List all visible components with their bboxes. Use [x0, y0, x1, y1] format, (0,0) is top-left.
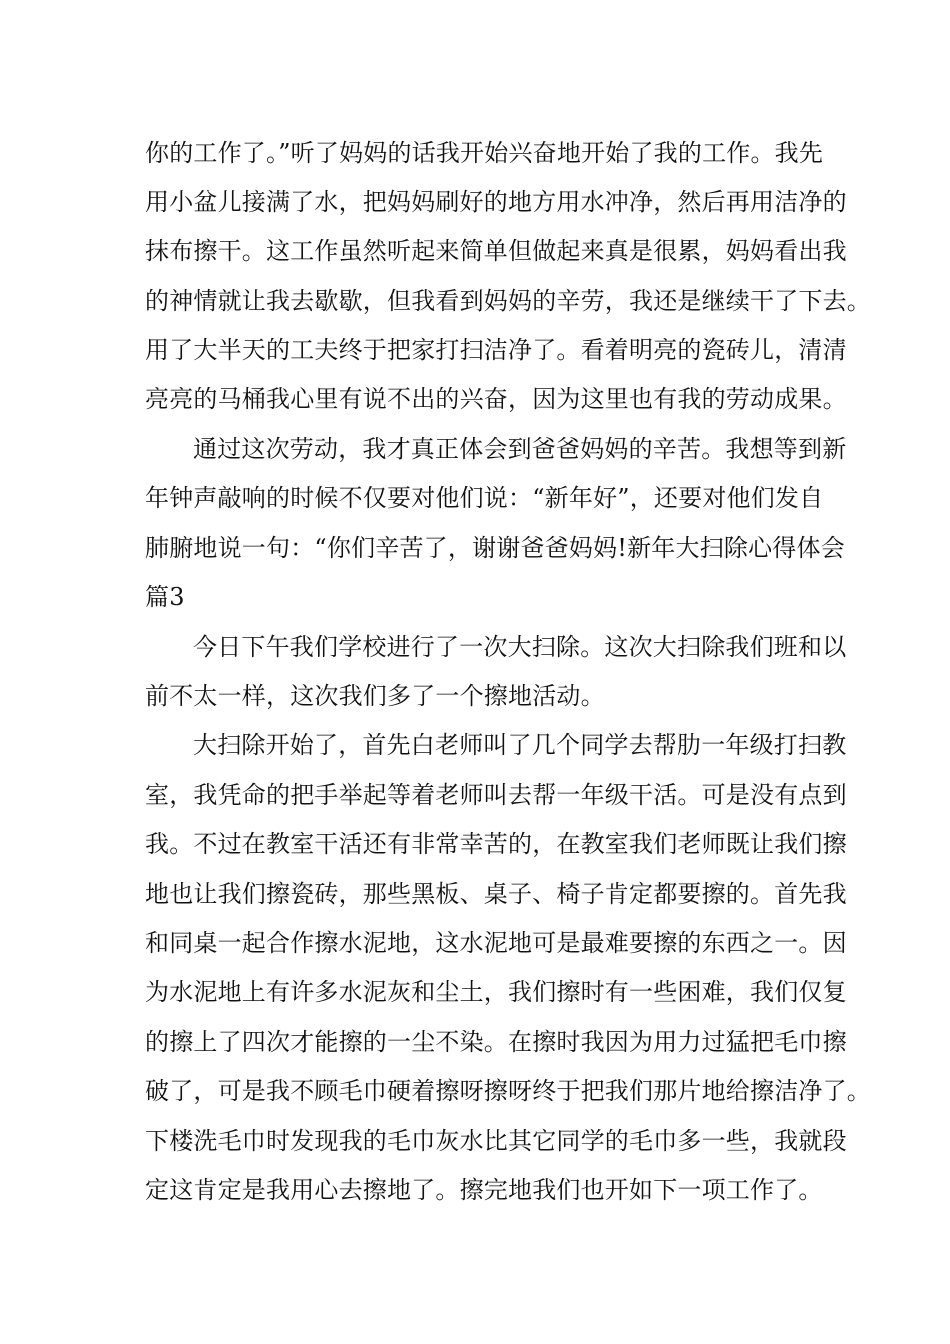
- text-line: 抹布擦干。这工作虽然听起来简单但做起来真是很累，妈妈看出我: [145, 237, 847, 265]
- text-line: 我。不过在教室干活还有非常幸苦的，在教室我们老师既让我们擦: [145, 830, 847, 858]
- text-line: 室，我凭命的把手举起等着老师叫去帮一年级干活。可是没有点到: [145, 781, 847, 809]
- text-line: 的神情就让我去歇歇，但我看到妈妈的辛劳，我还是继续干了下去。: [145, 287, 871, 315]
- text-line: 肺腑地说一句：“你们辛苦了，谢谢爸爸妈妈!新年大扫除心得体会: [145, 534, 845, 562]
- text-line: 下楼洗毛巾时发现我的毛巾灰水比其它同学的毛巾多一些，我就段: [145, 1127, 847, 1155]
- text-line: 为水泥地上有许多水泥灰和尘土，我们擦时有一些困难，我们仅复: [145, 978, 847, 1006]
- text-line: 用了大半天的工夫终于把家打扫洁净了。看着明亮的瓷砖儿，清清: [145, 336, 847, 364]
- text-line: 年钟声敲响的时候不仅要对他们说：“新年好”，还要对他们发自: [145, 484, 824, 512]
- paragraph-first-line: 今日下午我们学校进行了一次大扫除。这次大扫除我们班和以: [193, 633, 847, 661]
- text-line: 破了，可是我不顾毛巾硬着擦呀擦呀终于把我们那片地给擦洁净了。: [145, 1077, 871, 1105]
- text-line: 的擦上了四次才能擦的一尘不染。在擦时我因为用力过猛把毛巾擦: [145, 1028, 847, 1056]
- text-line: 你的工作了。”听了妈妈的话我开始兴奋地开始了我的工作。我先: [145, 139, 824, 167]
- text-line: 地也让我们擦瓷砖，那些黑板、桌子、椅子肯定都要擦的。首先我: [145, 880, 847, 908]
- text-line: 定这肯定是我用心去擦地了。擦完地我们也开如下一项工作了。: [145, 1176, 823, 1204]
- section-heading: 篇3: [145, 583, 185, 611]
- text-line: 用小盆儿接满了水，把妈妈刷好的地方用水冲净，然后再用洁净的: [145, 188, 847, 216]
- text-line: 亮亮的马桶我心里有说不出的兴奋，因为这里也有我的劳动成果。: [145, 385, 847, 413]
- text-line: 和同桌一起合作擦水泥地，这水泥地可是最难要擦的东西之一。因: [145, 929, 847, 957]
- paragraph-first-line: 通过这次劳动，我才真正体会到爸爸妈妈的辛苦。我想等到新: [193, 435, 847, 463]
- text-line: 前不太一样，这次我们多了一个擦地活动。: [145, 682, 605, 710]
- paragraph-first-line: 大扫除开始了，首先白老师叫了几个同学去帮肋一年级打扫教: [193, 731, 847, 759]
